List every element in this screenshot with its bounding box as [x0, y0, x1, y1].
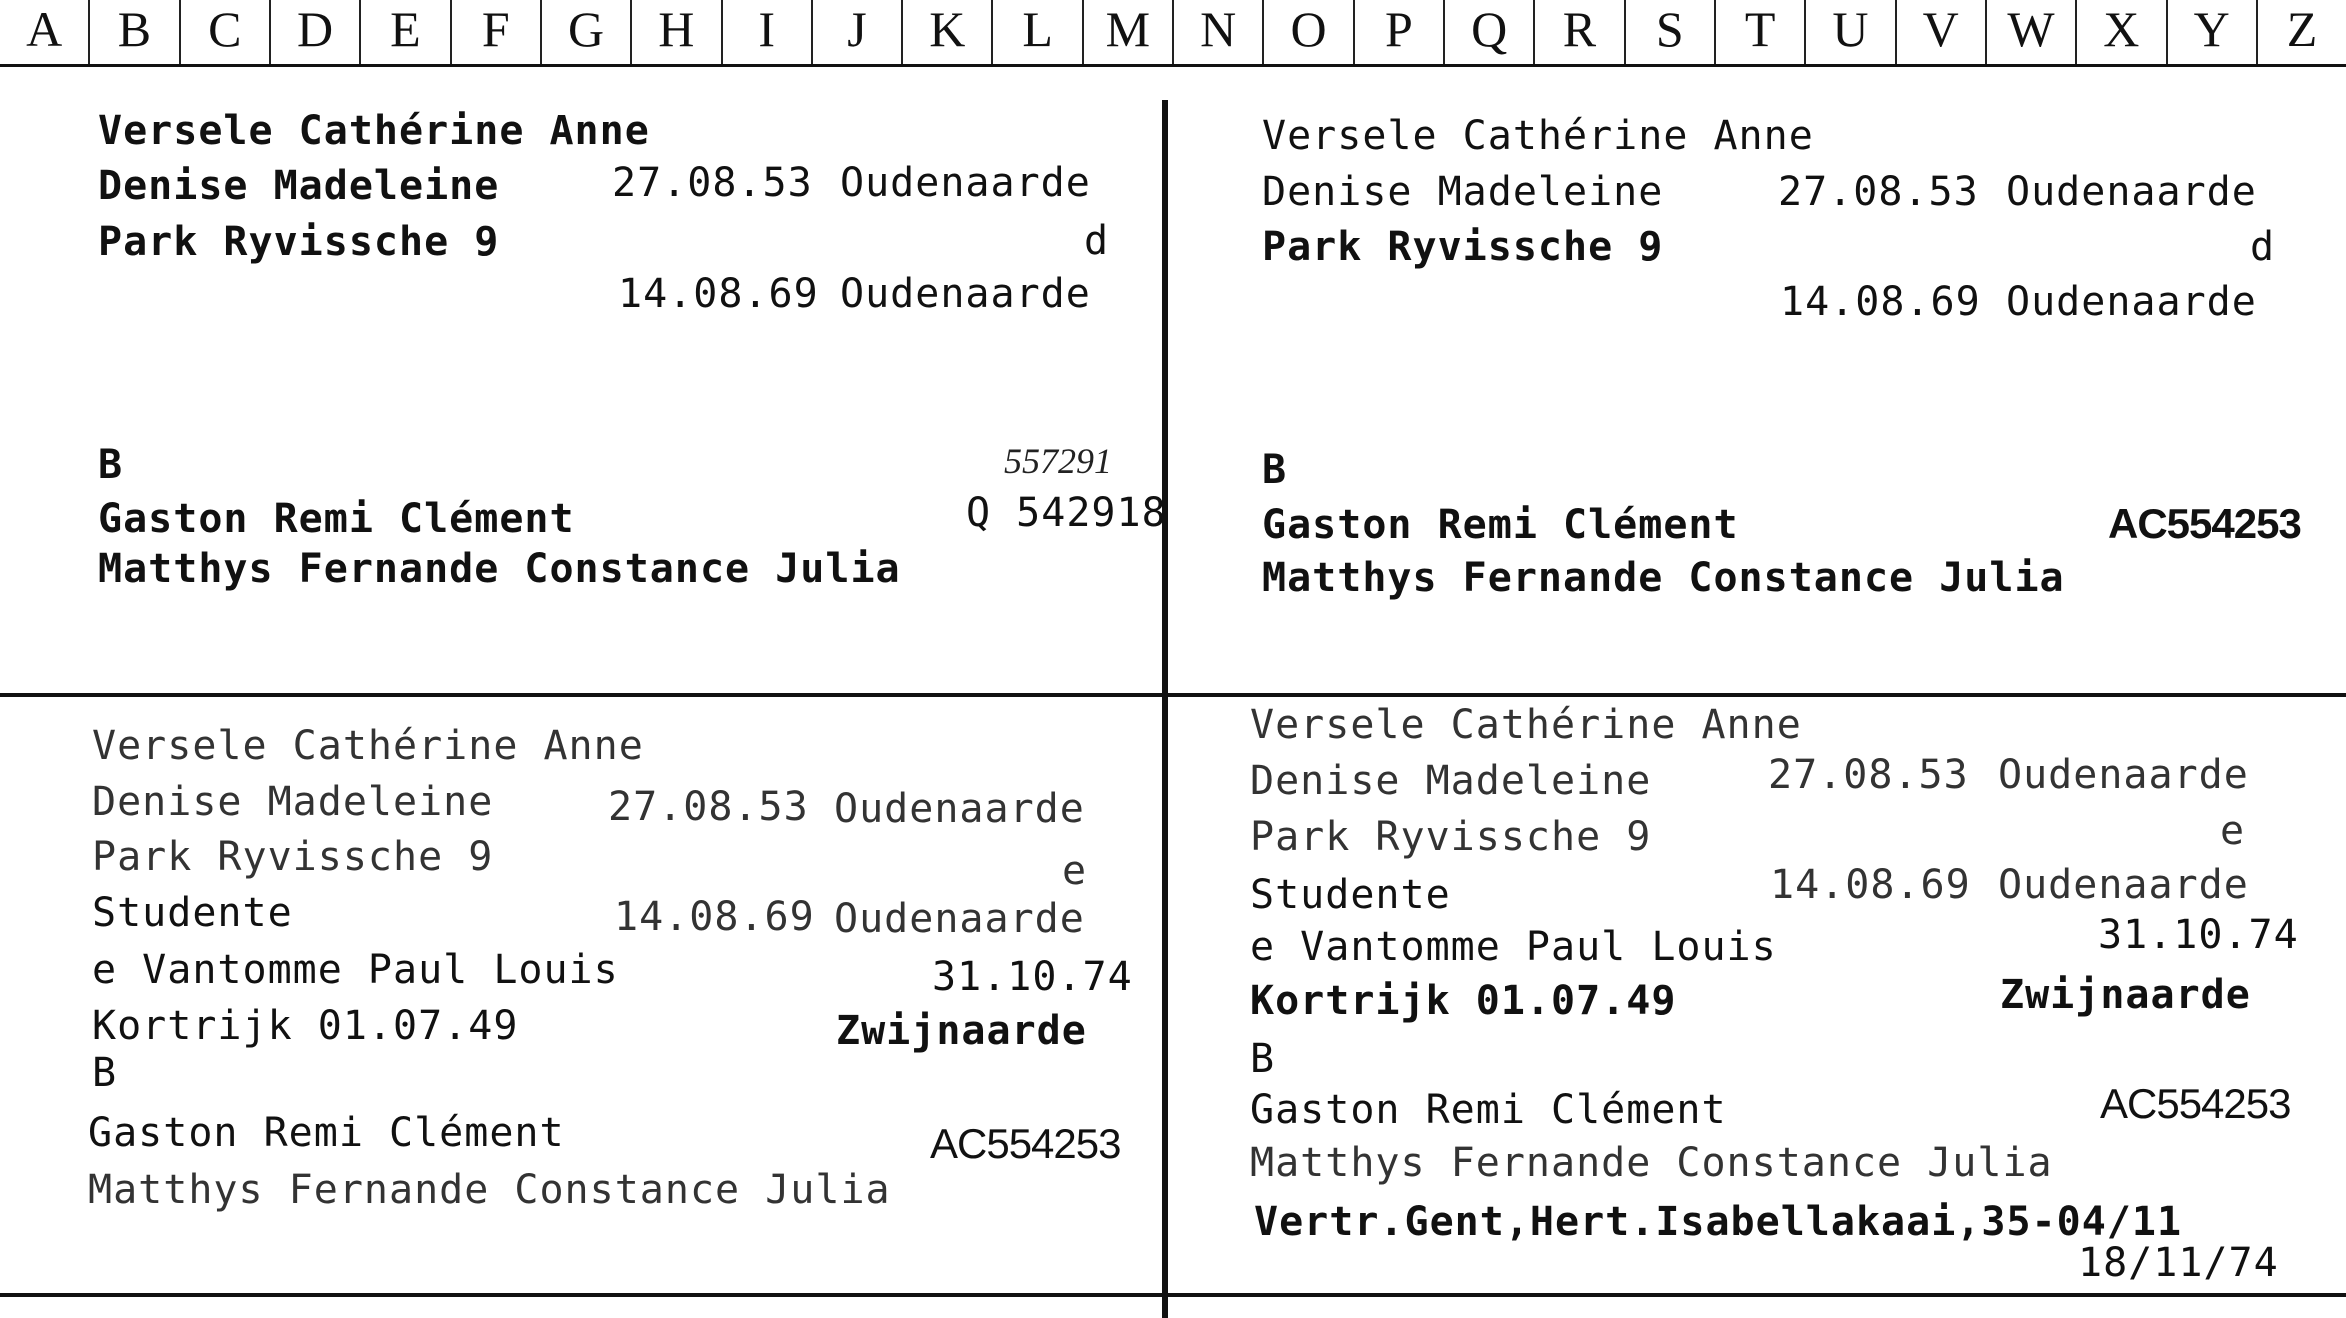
card-status: d — [1084, 218, 1110, 264]
card-name-line: Versele Cathérine Anne — [92, 723, 644, 769]
index-letter-t: T — [1716, 0, 1806, 64]
card-name-line: Versele Cathérine Anne — [98, 108, 650, 154]
card-letter: B — [92, 1050, 118, 1096]
card-given-names: Denise Madeleine — [1262, 169, 1664, 215]
card-address: Park Ryvissche 9 — [98, 219, 500, 265]
index-letter-p: P — [1355, 0, 1445, 64]
alphabet-index — [0, 0, 2346, 67]
index-letter-f: F — [452, 0, 542, 64]
card-occupation: Studente — [92, 890, 293, 936]
card-marriage-place: Zwijnaarde — [836, 1008, 1087, 1054]
card-given-names: Denise Madeleine — [92, 779, 494, 825]
card-transfer-note: Vertr.Gent,Hert.Isabellakaai,35-04/11 — [1254, 1199, 2183, 1245]
card-marriage-date: 31.10.74 — [932, 954, 1133, 1000]
index-letter-d: D — [271, 0, 361, 64]
card-spouse: e Vantomme Paul Louis — [92, 947, 619, 993]
card-second-date: 14.08.69 — [1770, 862, 1971, 908]
bottom-rule-left — [0, 1293, 1166, 1297]
index-letter-x: X — [2077, 0, 2167, 64]
card-letter: B — [1262, 447, 1288, 493]
card-spouse-birth: Kortrijk 01.07.49 — [1250, 978, 1677, 1024]
index-letter-i: I — [723, 0, 813, 64]
card-status: e — [2220, 808, 2246, 854]
index-letter-u: U — [1806, 0, 1896, 64]
card-father: Gaston Remi Clément — [1262, 502, 1739, 548]
index-letter-j: J — [813, 0, 903, 64]
index-letter-n: N — [1174, 0, 1264, 64]
card-id-number: AC554253 — [930, 1120, 1121, 1167]
card-name-line: Versele Cathérine Anne — [1262, 113, 1814, 159]
card-status: e — [1062, 848, 1088, 894]
card-father: Gaston Remi Clément — [1250, 1087, 1727, 1133]
card-name-line: Versele Cathérine Anne — [1250, 702, 1802, 748]
card-second-date: 14.08.69 — [1780, 279, 1981, 325]
index-letter-y: Y — [2168, 0, 2258, 64]
card-spouse-birth: Kortrijk 01.07.49 — [92, 1003, 519, 1049]
card-letter: B — [98, 442, 124, 488]
index-letter-r: R — [1535, 0, 1625, 64]
card-birth-date: 27.08.53 — [608, 784, 809, 830]
index-letter-k: K — [903, 0, 993, 64]
card-id-number: Q 542918 — [966, 490, 1167, 536]
card-birth-date: 27.08.53 — [1778, 169, 1979, 215]
index-letter-v: V — [1897, 0, 1987, 64]
row-divider-left — [0, 693, 1166, 697]
index-letter-c: C — [181, 0, 271, 64]
card-father: Gaston Remi Clément — [88, 1110, 565, 1156]
index-letter-o: O — [1264, 0, 1354, 64]
card-spouse: e Vantomme Paul Louis — [1250, 924, 1777, 970]
index-letter-w: W — [1987, 0, 2077, 64]
card-second-date: 14.08.69 — [614, 894, 815, 940]
index-letter-z: Z — [2286, 1, 2318, 57]
card-second-place: Oudenaarde — [2006, 279, 2257, 325]
card-occupation: Studente — [1250, 872, 1451, 918]
card-mother: Matthys Fernande Constance Julia — [1250, 1140, 2053, 1186]
card-birth-place: Oudenaarde — [2006, 169, 2257, 215]
card-id-number: AC554253 — [2100, 1080, 2291, 1127]
card-father: Gaston Remi Clément — [98, 496, 575, 542]
card-marriage-place: Zwijnaarde — [2000, 972, 2251, 1018]
card-handwritten-number: 557291 — [1004, 441, 1112, 481]
card-given-names: Denise Madeleine — [98, 163, 500, 209]
card-id-number: AC554253 — [2108, 500, 2301, 547]
card-birth-date: 27.08.53 — [612, 160, 813, 206]
index-letter-l: L — [993, 0, 1083, 64]
card-birth-place: Oudenaarde — [1998, 752, 2249, 798]
index-letter-s: S — [1626, 0, 1716, 64]
card-letter: B — [1250, 1036, 1276, 1082]
card-address: Park Ryvissche 9 — [1262, 224, 1664, 270]
card-second-place: Oudenaarde — [834, 896, 1085, 942]
card-status: d — [2250, 224, 2276, 270]
index-letter-g: G — [542, 0, 632, 64]
index-letter-h: H — [632, 0, 722, 64]
card-second-place: Oudenaarde — [840, 271, 1091, 317]
card-second-place: Oudenaarde — [1998, 862, 2249, 908]
card-birth-date: 27.08.53 — [1768, 752, 1969, 798]
card-marriage-date: 31.10.74 — [2098, 912, 2299, 958]
card-address: Park Ryvissche 9 — [92, 834, 494, 880]
index-letter-b: B — [90, 0, 180, 64]
index-letter-m: M — [1084, 0, 1174, 64]
card-mother: Matthys Fernande Constance Julia — [98, 546, 901, 592]
index-letter-a: A — [0, 0, 90, 64]
row-divider-right — [1168, 693, 2346, 697]
card-second-date: 14.08.69 — [618, 271, 819, 317]
card-mother: Matthys Fernande Constance Julia — [88, 1167, 891, 1213]
card-given-names: Denise Madeleine — [1250, 758, 1652, 804]
index-letter-e: E — [361, 0, 451, 64]
card-birth-place: Oudenaarde — [840, 160, 1091, 206]
card-transfer-date: 18/11/74 — [2078, 1240, 2279, 1286]
card-birth-place: Oudenaarde — [834, 786, 1085, 832]
index-letter-q: Q — [1445, 0, 1535, 64]
bottom-rule-right — [1168, 1293, 2346, 1297]
card-mother: Matthys Fernande Constance Julia — [1262, 555, 2065, 601]
column-divider — [1162, 100, 1168, 1318]
card-address: Park Ryvissche 9 — [1250, 814, 1652, 860]
